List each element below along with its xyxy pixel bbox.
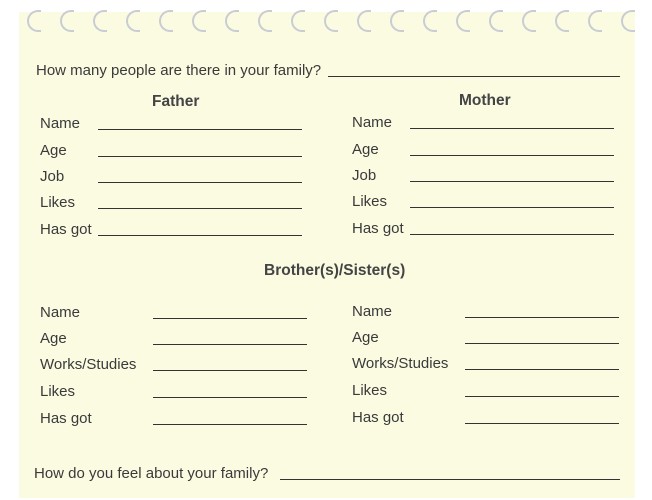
- ring-icon: [588, 10, 602, 32]
- family-size-answer-line[interactable]: [328, 76, 620, 77]
- mother-likes-label: Likes: [352, 193, 388, 210]
- sibling-right-works-line[interactable]: [465, 369, 619, 370]
- father-age-line[interactable]: [98, 156, 302, 157]
- mother-likes-line[interactable]: [410, 207, 614, 208]
- ring-icon: [27, 10, 41, 32]
- ring-icon: [159, 10, 173, 32]
- sibling-right-works-label: Works/Studies: [352, 355, 449, 372]
- sibling-left-name-line[interactable]: [153, 318, 307, 319]
- sibling-right-name-label: Name: [352, 303, 393, 320]
- father-likes-label: Likes: [40, 194, 76, 211]
- spiral-binding: [0, 0, 652, 34]
- ring-icon: [93, 10, 107, 32]
- ring-icon: [456, 10, 470, 32]
- mother-name-label: Name: [352, 114, 393, 131]
- sibling-right-likes-line[interactable]: [465, 396, 619, 397]
- ring-icon: [258, 10, 272, 32]
- ring-icon: [225, 10, 239, 32]
- ring-icon: [192, 10, 206, 32]
- ring-icon: [324, 10, 338, 32]
- sibling-right-hasgot-label: Has got: [352, 409, 404, 426]
- sibling-right-name-line[interactable]: [465, 317, 619, 318]
- sibling-right-age-line[interactable]: [465, 343, 619, 344]
- father-likes-line[interactable]: [98, 208, 302, 209]
- mother-hasgot-line[interactable]: [410, 234, 614, 235]
- sibling-left-name-label: Name: [40, 304, 81, 321]
- father-name-line[interactable]: [98, 129, 302, 130]
- ring-icon: [621, 10, 635, 32]
- family-feeling-question: How do you feel about your family?: [34, 465, 269, 482]
- sibling-left-age-line[interactable]: [153, 344, 307, 345]
- father-job-line[interactable]: [98, 182, 302, 183]
- sibling-left-hasgot-line[interactable]: [153, 424, 307, 425]
- mother-heading: Mother: [459, 92, 511, 109]
- sibling-right-likes-label: Likes: [352, 382, 388, 399]
- siblings-heading: Brother(s)/Sister(s): [264, 262, 406, 279]
- mother-age-label: Age: [352, 141, 379, 158]
- mother-name-line[interactable]: [410, 128, 614, 129]
- ring-icon: [60, 10, 74, 32]
- father-name-label: Name: [40, 115, 81, 132]
- sibling-right-hasgot-line[interactable]: [465, 423, 619, 424]
- sibling-left-likes-line[interactable]: [153, 397, 307, 398]
- father-age-label: Age: [40, 142, 67, 159]
- ring-icon: [357, 10, 371, 32]
- sibling-left-works-line[interactable]: [153, 370, 307, 371]
- father-heading: Father: [152, 93, 200, 110]
- ring-icon: [489, 10, 503, 32]
- sibling-left-age-label: Age: [40, 330, 67, 347]
- mother-age-line[interactable]: [410, 155, 614, 156]
- ring-icon: [522, 10, 536, 32]
- ring-icon: [555, 10, 569, 32]
- ring-icon: [423, 10, 437, 32]
- sibling-left-hasgot-label: Has got: [40, 410, 92, 427]
- father-job-label: Job: [40, 168, 65, 185]
- mother-job-label: Job: [352, 167, 377, 184]
- ring-icon: [291, 10, 305, 32]
- family-size-question: How many people are there in your family?: [36, 62, 322, 79]
- sibling-right-age-label: Age: [352, 329, 379, 346]
- form-sheet: [19, 12, 635, 498]
- father-hasgot-line[interactable]: [98, 235, 302, 236]
- ring-icon: [126, 10, 140, 32]
- sibling-left-works-label: Works/Studies: [40, 356, 137, 373]
- sibling-left-likes-label: Likes: [40, 383, 76, 400]
- ring-icon: [390, 10, 404, 32]
- mother-job-line[interactable]: [410, 181, 614, 182]
- family-feeling-answer-line[interactable]: [280, 479, 620, 480]
- mother-hasgot-label: Has got: [352, 220, 404, 237]
- father-hasgot-label: Has got: [40, 221, 92, 238]
